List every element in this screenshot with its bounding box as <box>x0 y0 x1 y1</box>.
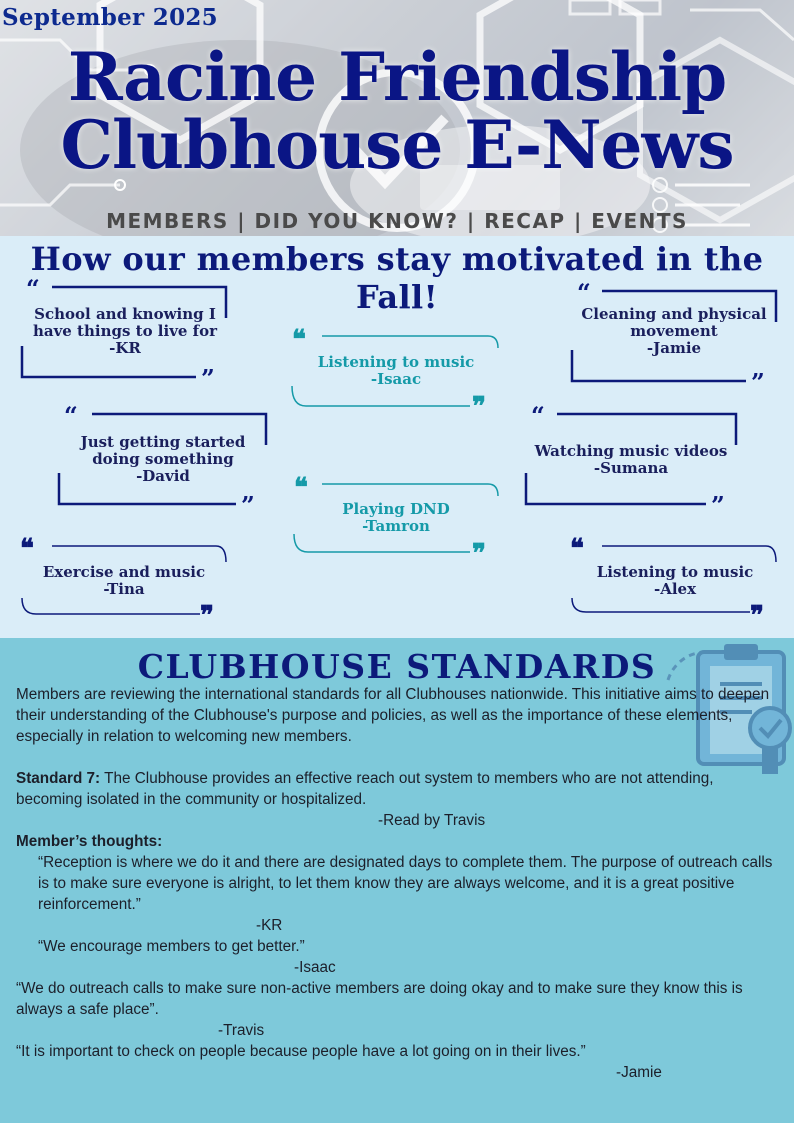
quote-author: -Isaac <box>370 370 422 388</box>
quote-sumana <box>528 443 734 477</box>
masthead <box>0 0 794 236</box>
issue-date: September 2025 <box>2 4 218 31</box>
thought-text: “We encourage members to get better.” <box>38 938 305 955</box>
thought-author: -Isaac <box>294 959 336 976</box>
thought-author: -Travis <box>218 1022 265 1039</box>
quote-text: Just getting started doing something <box>80 433 246 468</box>
quote-author: -Tina <box>103 580 145 598</box>
quote-tamron <box>306 501 486 535</box>
standard-label: Standard 7: <box>16 770 101 787</box>
open-quote-icon: ❝ <box>570 534 584 564</box>
thought-author: -KR <box>256 917 283 934</box>
read-by: -Read by Travis <box>378 812 486 829</box>
standards-intro: Members are reviewing the international standards for all Clubhouses nationwide. This initiative aims to deepen their understanding of the Clubhouse's purpose and policies, as well as the importance of these elements, especially in relation to welcoming new members. <box>16 686 770 745</box>
newsletter-title-line2: Clubhouse E-News <box>60 106 734 184</box>
quote-kr <box>30 306 220 357</box>
thought-text: “We do outreach calls to make sure non-active members are doing okay and to make sure they know this is always a safe place”. <box>16 980 743 1018</box>
quote-author: -David <box>136 467 190 485</box>
open-quote-icon: “ <box>577 278 591 307</box>
quote-text: Watching music videos <box>534 442 728 460</box>
close-quote-icon: ” <box>201 364 215 393</box>
standard-7 <box>16 768 784 810</box>
quote-text: Cleaning and physical movement <box>581 305 767 340</box>
close-quote-icon: ” <box>711 491 725 520</box>
standard-text: The Clubhouse provides an effective reach out system to members who are not attending, becoming isolated in the community or hospitalized. <box>16 770 714 808</box>
thoughts-label <box>16 831 784 852</box>
standards-section <box>0 638 794 1123</box>
standards-title: CLUBHOUSE STANDARDS <box>137 647 657 686</box>
close-quote-icon: ❞ <box>750 601 764 631</box>
quote-david <box>72 434 254 485</box>
open-quote-icon: “ <box>531 401 545 430</box>
standards-body <box>16 684 784 1083</box>
close-quote-icon: ❞ <box>472 392 486 422</box>
newsletter-title-line1: Racine Friendship <box>67 38 727 116</box>
open-quote-icon: ❝ <box>20 534 34 564</box>
open-quote-icon: “ <box>64 401 78 430</box>
quote-text: Listening to music <box>596 563 754 581</box>
thought-text: “Reception is where we do it and there are designated days to complete them. The purpose of outreach calls is to make sure everyone is alright, to let them know they are always welcome, and it is a great positive reinforcement.” <box>38 854 773 913</box>
thoughts-label-text: Member’s thoughts: <box>16 833 163 850</box>
close-quote-icon: ❞ <box>472 539 486 569</box>
quote-text: Exercise and music <box>42 563 206 581</box>
quote-author: -KR <box>109 339 141 357</box>
quote-text: Listening to music <box>317 353 475 371</box>
quote-author: -Sumana <box>593 459 669 477</box>
quote-alex <box>582 564 768 598</box>
quote-text: Playing DND <box>342 500 450 518</box>
open-quote-icon: “ <box>26 274 40 303</box>
quote-author: -Tamron <box>362 517 430 535</box>
quote-jamie <box>576 306 772 357</box>
motivation-heading: How our members stay motivated in the Fall! <box>30 240 764 316</box>
quote-isaac <box>306 354 486 388</box>
quote-text: School and knowing I have things to live for <box>32 305 218 340</box>
thought-text: “It is important to check on people because people have a lot going on in their lives.” <box>16 1043 586 1060</box>
open-quote-icon: ❝ <box>294 473 308 503</box>
quote-author: -Jamie <box>646 339 702 357</box>
open-quote-icon: ❝ <box>292 325 306 355</box>
close-quote-icon: ❞ <box>200 601 214 631</box>
motivation-section <box>0 236 794 638</box>
close-quote-icon: ” <box>241 491 255 520</box>
quote-tina <box>30 564 218 598</box>
quote-author: -Alex <box>653 580 697 598</box>
close-quote-icon: ” <box>751 368 765 397</box>
section-list: MEMBERS | DID YOU KNOW? | RECAP | EVENTS <box>106 209 688 233</box>
thought-author: -Jamie <box>616 1064 662 1081</box>
